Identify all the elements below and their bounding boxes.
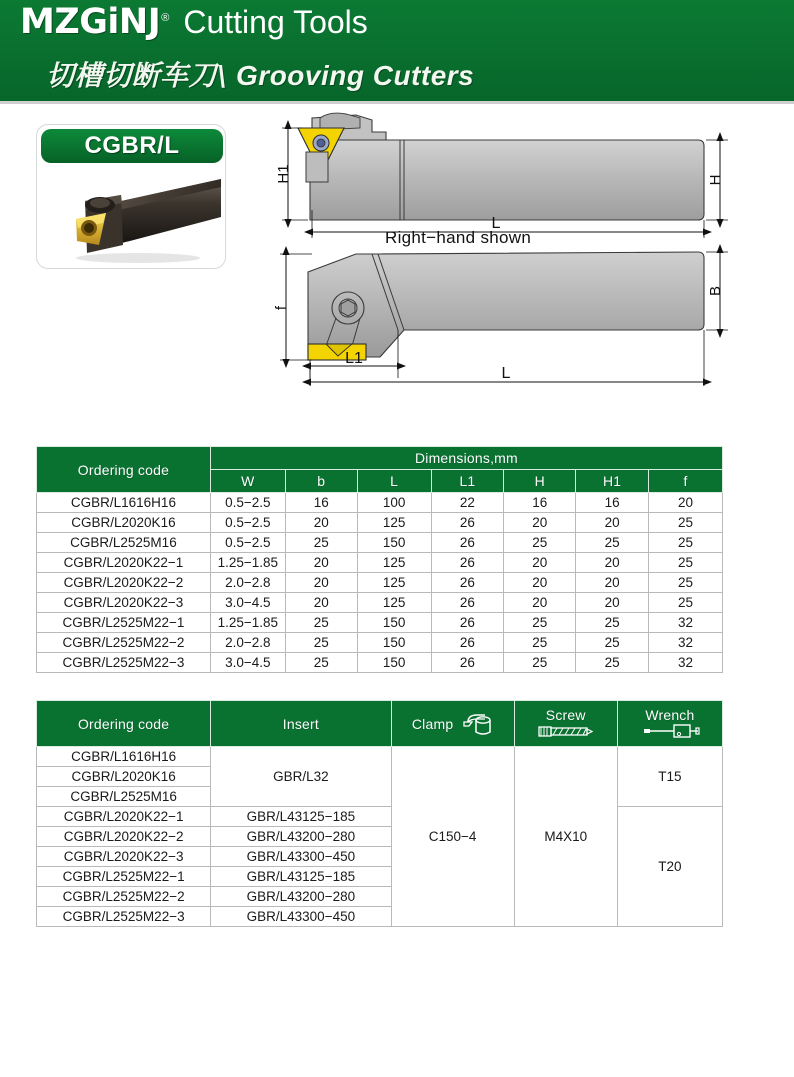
cell-f: 25 <box>649 533 723 553</box>
cell-l1: 26 <box>431 513 504 533</box>
cell-l: 125 <box>357 513 431 533</box>
cell-b: 25 <box>285 653 357 673</box>
cell-ordering-code: CGBR/L2525M22−1 <box>37 867 211 887</box>
cell-w: 2.0−2.8 <box>210 633 285 653</box>
cell-ordering-code: CGBR/L2525M22−3 <box>37 653 211 673</box>
table-row <box>37 593 723 613</box>
table-row <box>37 573 723 593</box>
cell-ordering-code: CGBR/L2020K22−2 <box>37 573 211 593</box>
cell-ordering-code: CGBR/L2020K22−3 <box>37 847 211 867</box>
cell-ordering-code: CGBR/L2020K22−1 <box>37 807 211 827</box>
cell-ordering-code: CGBR/L2525M16 <box>37 787 211 807</box>
clamp-icon <box>459 711 493 737</box>
cell-w: 3.0−4.5 <box>210 653 285 673</box>
header-insert: Insert <box>211 701 391 747</box>
cell-l1: 26 <box>431 573 504 593</box>
cell-h1: 25 <box>576 533 649 553</box>
cell-h: 20 <box>504 593 576 613</box>
components-table <box>36 700 723 927</box>
svg-text:L: L <box>491 215 501 232</box>
cell-insert: GBR/L43300−450 <box>211 907 391 927</box>
header-col-l: L <box>357 470 431 493</box>
cell-h: 20 <box>504 553 576 573</box>
banner-divider <box>0 101 794 104</box>
cell-b: 25 <box>285 633 357 653</box>
header-ordering-code: Ordering code <box>37 701 211 747</box>
cell-l: 150 <box>357 533 431 553</box>
cell-ordering-code: CGBR/L2525M22−3 <box>37 907 211 927</box>
svg-text:B: B <box>707 285 724 297</box>
header-col-w: W <box>210 470 285 493</box>
dimensions-table <box>36 446 723 673</box>
cell-l: 125 <box>357 553 431 573</box>
table-row <box>37 513 723 533</box>
header-col-h: H <box>504 470 576 493</box>
svg-text:L: L <box>501 365 511 382</box>
cell-wrench: T20 <box>617 807 722 927</box>
header-wrench-label: Wrench <box>645 707 695 723</box>
table-row <box>37 633 723 653</box>
cell-b: 20 <box>285 513 357 533</box>
svg-text:L1: L1 <box>345 350 363 367</box>
product-series-label: CGBR/L <box>84 132 180 159</box>
cell-f: 20 <box>649 493 723 513</box>
cell-h: 16 <box>504 493 576 513</box>
cell-b: 25 <box>285 533 357 553</box>
header-col-l1: L1 <box>431 470 504 493</box>
cell-l1: 26 <box>431 653 504 673</box>
cell-h1: 25 <box>576 613 649 633</box>
cell-ordering-code: CGBR/L2020K22−3 <box>37 593 211 613</box>
cell-h: 20 <box>504 573 576 593</box>
brand-row <box>20 2 368 42</box>
cell-w: 3.0−4.5 <box>210 593 285 613</box>
cell-h1: 20 <box>576 513 649 533</box>
cell-b: 16 <box>285 493 357 513</box>
table-row <box>37 653 723 673</box>
page-title-cn: 切槽切断车刀\ <box>46 59 228 92</box>
cell-h1: 20 <box>576 593 649 613</box>
cell-screw: M4X10 <box>514 747 617 927</box>
cell-l: 125 <box>357 593 431 613</box>
cell-l: 100 <box>357 493 431 513</box>
header-col-b: b <box>285 470 357 493</box>
cell-l1: 26 <box>431 633 504 653</box>
cell-h1: 25 <box>576 633 649 653</box>
cell-w: 2.0−2.8 <box>210 573 285 593</box>
cell-ordering-code: CGBR/L2525M22−2 <box>37 633 211 653</box>
product-photo <box>43 165 221 265</box>
header-col-f: f <box>649 470 723 493</box>
brand-tagline: Cutting Tools <box>183 4 368 40</box>
screw-icon <box>537 723 595 739</box>
cell-w: 1.25−1.85 <box>210 613 285 633</box>
cell-w: 0.5−2.5 <box>210 513 285 533</box>
cell-l: 125 <box>357 573 431 593</box>
cell-ordering-code: CGBR/L2020K22−2 <box>37 827 211 847</box>
header-col-h1: H1 <box>576 470 649 493</box>
cell-h1: 20 <box>576 553 649 573</box>
cell-wrench: T15 <box>617 747 722 807</box>
cell-insert: GBR/L43125−185 <box>211 807 391 827</box>
cell-w: 0.5−2.5 <box>210 493 285 513</box>
cell-insert: GBR/L43125−185 <box>211 867 391 887</box>
cell-b: 20 <box>285 573 357 593</box>
page-title <box>46 54 474 94</box>
product-image-card <box>36 124 226 269</box>
cell-w: 1.25−1.85 <box>210 553 285 573</box>
cell-f: 25 <box>649 573 723 593</box>
cell-clamp: C150−4 <box>391 747 514 927</box>
cell-ordering-code: CGBR/L1616H16 <box>37 493 211 513</box>
cell-l: 150 <box>357 633 431 653</box>
page-banner <box>0 0 794 104</box>
cell-l1: 26 <box>431 553 504 573</box>
cell-insert: GBR/L43200−280 <box>211 887 391 907</box>
header-screw-label: Screw <box>545 707 586 723</box>
cell-b: 20 <box>285 593 357 613</box>
cell-f: 25 <box>649 593 723 613</box>
cell-l1: 26 <box>431 533 504 553</box>
dimensions-header-row-1 <box>37 447 723 470</box>
cell-ordering-code: CGBR/L2020K16 <box>37 513 211 533</box>
table-row <box>37 747 723 767</box>
table-row <box>37 613 723 633</box>
table-row <box>37 553 723 573</box>
cell-f: 25 <box>649 553 723 573</box>
cell-insert: GBR/L43300−450 <box>211 847 391 867</box>
cell-f: 25 <box>649 513 723 533</box>
header-screw <box>514 701 617 747</box>
cell-l1: 22 <box>431 493 504 513</box>
svg-text:H: H <box>707 174 724 186</box>
wrench-icon <box>640 723 700 739</box>
cell-b: 25 <box>285 613 357 633</box>
cell-h1: 16 <box>576 493 649 513</box>
cell-l1: 26 <box>431 613 504 633</box>
cell-f: 32 <box>649 613 723 633</box>
page-title-en: Grooving Cutters <box>236 60 475 91</box>
registered-mark-icon: ® <box>161 12 170 24</box>
header-ordering-code: Ordering code <box>37 447 211 493</box>
header-dimensions-group: Dimensions,mm <box>210 447 722 470</box>
table-row <box>37 493 723 513</box>
table-row <box>37 807 723 827</box>
cell-b: 20 <box>285 553 357 573</box>
cell-h: 20 <box>504 513 576 533</box>
cell-ordering-code: CGBR/L2525M22−1 <box>37 613 211 633</box>
cell-h: 25 <box>504 533 576 553</box>
cell-h: 25 <box>504 613 576 633</box>
cell-l: 150 <box>357 613 431 633</box>
cell-ordering-code: CGBR/L2525M22−2 <box>37 887 211 907</box>
drawing-caption: Right−hand shown <box>385 228 532 247</box>
header-clamp <box>391 701 514 747</box>
header-wrench <box>617 701 722 747</box>
cell-insert: GBR/L43200−280 <box>211 827 391 847</box>
cell-ordering-code: CGBR/L2525M16 <box>37 533 211 553</box>
cell-h1: 25 <box>576 653 649 673</box>
svg-text:H1: H1 <box>275 164 292 184</box>
cell-insert: GBR/L32 <box>211 747 391 807</box>
svg-text:f: f <box>273 305 290 311</box>
header-clamp-label: Clamp <box>411 715 454 732</box>
cell-l1: 26 <box>431 593 504 613</box>
cell-w: 0.5−2.5 <box>210 533 285 553</box>
cell-f: 32 <box>649 653 723 673</box>
cell-ordering-code: CGBR/L2020K16 <box>37 767 211 787</box>
cell-h: 25 <box>504 633 576 653</box>
brand-logo: MZGiNJ <box>20 2 161 42</box>
cell-h: 25 <box>504 653 576 673</box>
cell-l: 150 <box>357 653 431 673</box>
cell-f: 32 <box>649 633 723 653</box>
cell-ordering-code: CGBR/L1616H16 <box>37 747 211 767</box>
components-header-row <box>37 701 723 747</box>
cell-ordering-code: CGBR/L2020K22−1 <box>37 553 211 573</box>
cell-h1: 20 <box>576 573 649 593</box>
product-series-badge <box>41 129 223 163</box>
technical-drawings <box>268 112 738 387</box>
table-row <box>37 533 723 553</box>
